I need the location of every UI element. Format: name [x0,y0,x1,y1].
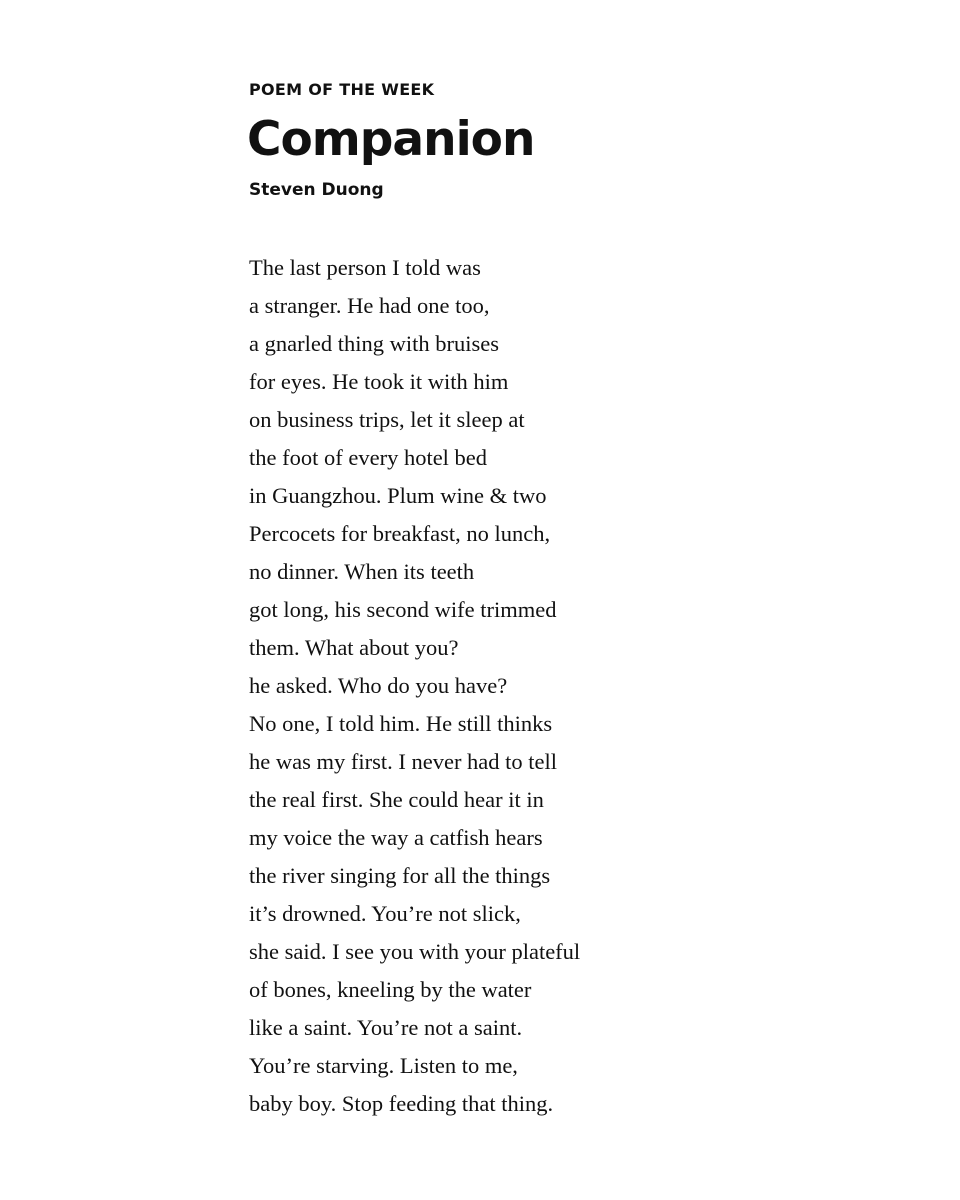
poem-line: got long, his second wife trimmed [249,597,557,622]
poem-line: no dinner. When its teeth [249,559,475,584]
poem-line: the foot of every hotel bed [249,445,488,470]
poem-author: Steven Duong [249,180,384,200]
poem-line: No one, I told him. He still thinks [249,711,553,736]
poem-line: baby boy. Stop feeding that thing. [249,1091,554,1116]
poem-line: them. What about you? [249,635,459,660]
poem-title: Companion [247,112,535,167]
poem-line: my voice the way a catfish hears [249,825,543,850]
poem-line: it’s drowned. You’re not slick, [249,901,521,926]
section-kicker: POEM OF THE WEEK [249,80,435,99]
poem-line: You’re starving. Listen to me, [249,1053,518,1078]
poem-line: a gnarled thing with bruises [249,331,499,356]
poem-line: he was my first. I never had to tell [249,749,558,774]
poem-line: a stranger. He had one too, [249,293,490,318]
poem-line: like a saint. You’re not a saint. [249,1015,523,1040]
poem-line: The last person I told was [249,255,481,280]
poem-line: in Guangzhou. Plum wine & two [249,483,547,508]
poem-line: Percocets for breakfast, no lunch, [249,521,551,546]
poem-line: he asked. Who do you have? [249,673,508,698]
poem-line: for eyes. He took it with him [249,369,509,394]
poem-page [249,78,929,1123]
poem-line: the river singing for all the things [249,863,551,888]
poem-line: on business trips, let it sleep at [249,407,525,432]
poem-line: of bones, kneeling by the water [249,977,532,1002]
poem-line: the real first. She could hear it in [249,787,544,812]
poem-line: she said. I see you with your plateful [249,939,581,964]
poem-body [249,249,929,1123]
